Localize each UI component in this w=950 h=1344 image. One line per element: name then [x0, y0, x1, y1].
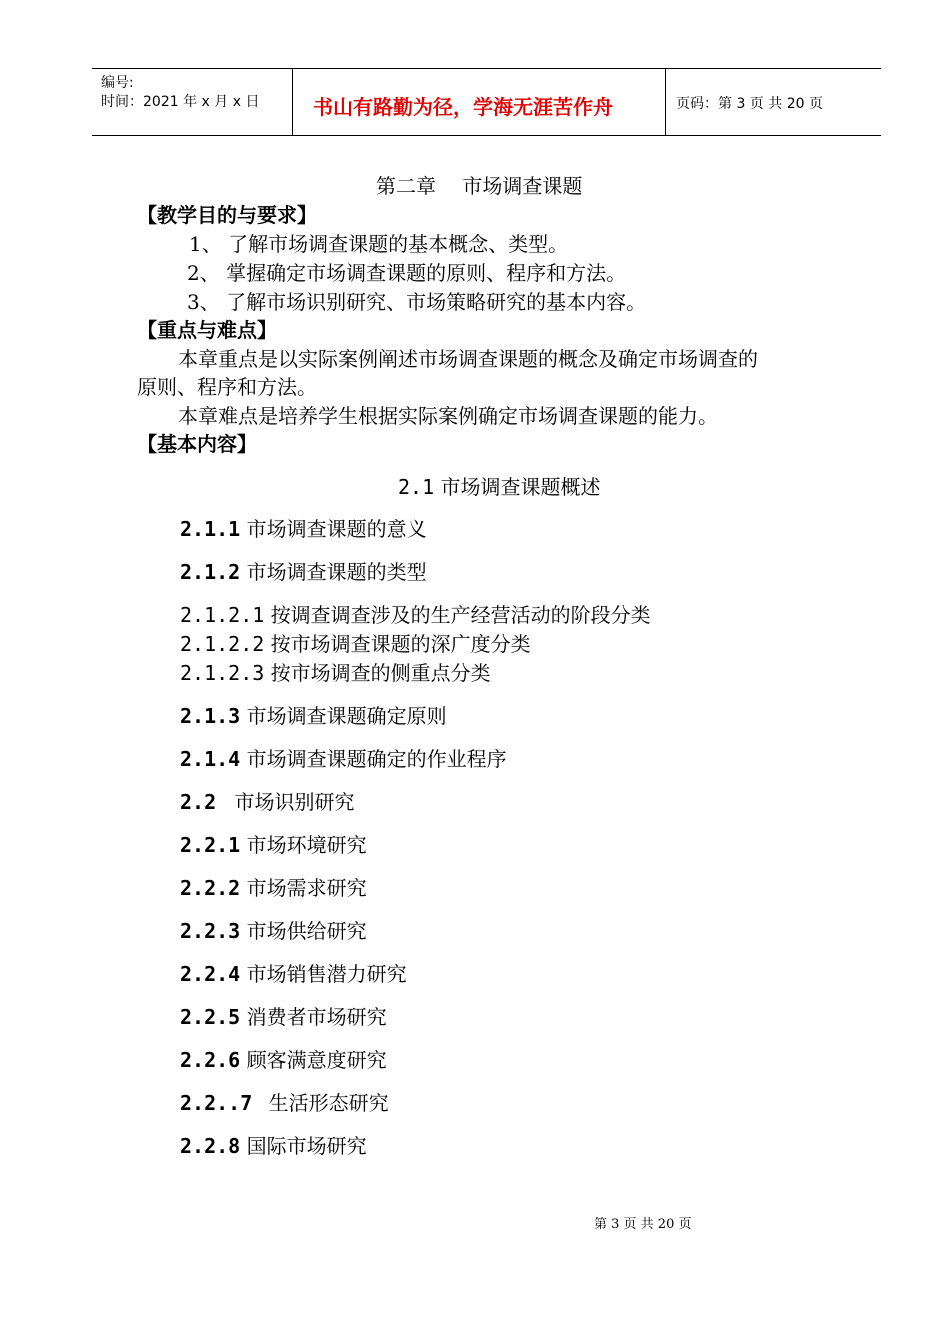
section-number: 2.1.1	[180, 517, 241, 541]
section-title: 市场环境研究	[246, 833, 367, 857]
section-title: 市场调查课题的类型	[246, 560, 427, 584]
keypoint-paragraph-line2: 原则、程序和方法。	[137, 375, 317, 399]
section-title: 市场调查课题确定原则	[246, 704, 447, 728]
objective-item: 3、 了解市场识别研究、市场策略研究的基本内容。	[187, 290, 647, 314]
outline-item	[180, 747, 507, 771]
outline-item	[180, 704, 447, 728]
page-footer: 第 3 页 共 20 页	[594, 1217, 692, 1232]
section-number: 2.1.3	[180, 704, 241, 728]
section-number: 2.1	[398, 475, 435, 499]
chapter-title: 第二章 市场调查课题	[376, 174, 583, 198]
section-title: 生活形态研究	[268, 1091, 389, 1115]
section-number: 2.2.2	[180, 876, 241, 900]
section-number: 2.2..7	[180, 1091, 253, 1115]
section-title: 市场供给研究	[246, 919, 367, 943]
section-title: 市场识别研究	[234, 790, 355, 814]
outline-heading-2-1	[398, 475, 600, 499]
section-title: 市场需求研究	[246, 876, 367, 900]
section-number: 2.1.4	[180, 747, 241, 771]
section-number: 2.1.2.1	[180, 603, 265, 627]
outline-item	[180, 560, 427, 584]
section-title: 消费者市场研究	[246, 1005, 387, 1029]
outline-item	[180, 1091, 389, 1115]
outline-subitem	[180, 632, 531, 656]
section-title: 市场调查课题确定的作业程序	[246, 747, 507, 771]
header-page-cell	[666, 69, 881, 135]
content-heading: 【基本内容】	[137, 432, 257, 456]
time-label: 时间：2021 年 x 月 x 日	[101, 94, 260, 110]
header-motto-cell	[293, 69, 666, 135]
section-number: 2.1.2	[180, 560, 241, 584]
objectives-heading: 【教学目的与要求】	[137, 203, 317, 227]
section-number: 2.2.5	[180, 1005, 241, 1029]
section-title: 按市场调查课题的深广度分类	[270, 632, 531, 656]
outline-item	[180, 876, 367, 900]
section-number: 2.2.3	[180, 919, 241, 943]
outline-item	[180, 919, 367, 943]
section-number: 2.2	[180, 790, 217, 814]
outline-item	[180, 833, 367, 857]
page-header	[92, 68, 881, 136]
section-number: 2.2.8	[180, 1134, 241, 1158]
motto-text: 书山有路勤为径，学海无涯苦作舟	[313, 95, 613, 119]
outline-item	[180, 1005, 387, 1029]
objective-item: 1、 了解市场调查课题的基本概念、类型。	[189, 232, 569, 256]
section-number: 2.2.4	[180, 962, 241, 986]
section-number: 2.1.2.3	[180, 661, 265, 685]
objective-item: 2、 掌握确定市场调查课题的原则、程序和方法。	[187, 261, 627, 285]
outline-item	[180, 1134, 367, 1158]
outline-item	[180, 1048, 387, 1072]
section-title: 按市场调查的侧重点分类	[270, 661, 491, 685]
section-number: 2.2.6	[180, 1048, 241, 1072]
keypoint-paragraph-line1: 本章重点是以实际案例阐述市场调查课题的概念及确定市场调查的	[178, 347, 758, 371]
section-number: 2.1.2.2	[180, 632, 265, 656]
outline-subitem	[180, 603, 651, 627]
serial-label: 编号:	[101, 75, 134, 91]
section-title: 按调查调查涉及的生产经营活动的阶段分类	[270, 603, 651, 627]
outline-subitem	[180, 661, 491, 685]
keypoints-heading: 【重点与难点】	[137, 318, 277, 342]
outline-item	[180, 790, 354, 814]
outline-item	[180, 517, 427, 541]
outline-item	[180, 962, 407, 986]
section-number: 2.2.1	[180, 833, 241, 857]
section-title: 国际市场研究	[246, 1134, 367, 1158]
section-title: 顾客满意度研究	[246, 1048, 387, 1072]
difficulty-paragraph: 本章难点是培养学生根据实际案例确定市场调查课题的能力。	[178, 404, 718, 428]
header-page-info: 页码：第 3 页 共 20 页	[676, 96, 823, 112]
section-title: 市场销售潜力研究	[246, 962, 407, 986]
section-title: 市场调查课题概述	[440, 475, 601, 499]
header-meta-cell	[92, 69, 293, 135]
section-title: 市场调查课题的意义	[246, 517, 427, 541]
